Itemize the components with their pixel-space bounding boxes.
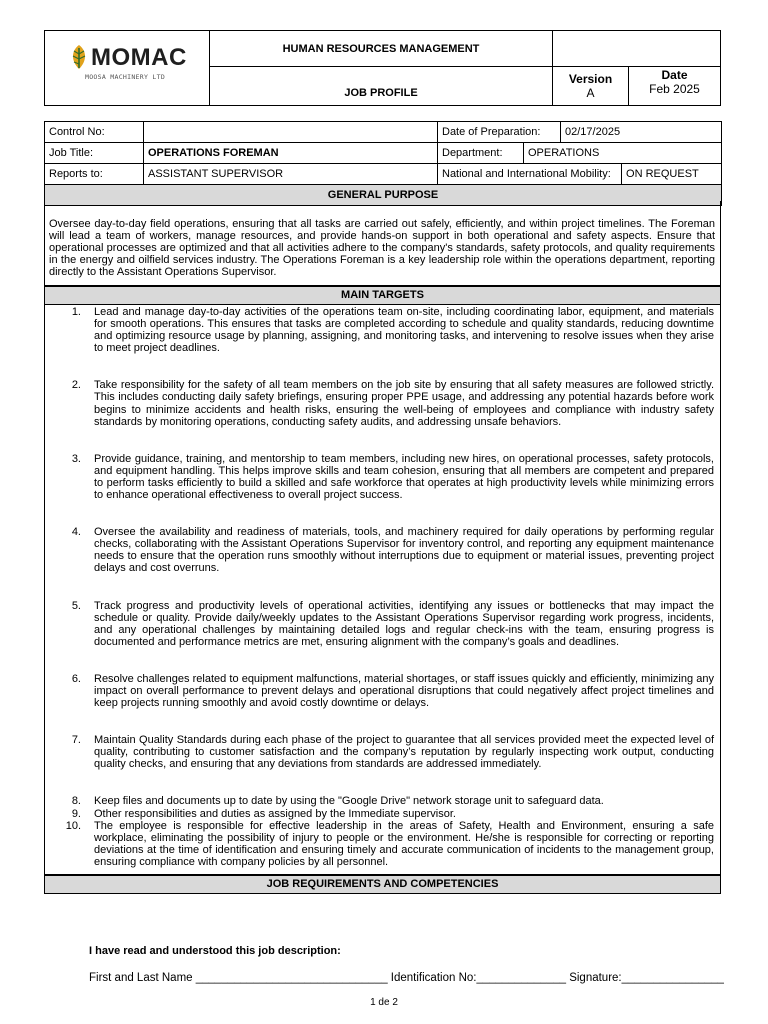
list-item-number: 4.	[71, 526, 81, 539]
list-item-text: Lead and manage day-to-day activities of the operations team on-site, including coordinating labor, equipment, and materials for smooth operations. This ensures that tasks are completed according to schedule and quality standards, reducing downtime and optimizing resource usage by planning, assigning, and monitoring tasks, and intervening to resolve issues when they arise to meet project deadlines.	[94, 306, 714, 355]
list-item	[45, 820, 720, 868]
job-info-table	[44, 121, 722, 206]
header-version	[553, 67, 629, 105]
department-value: OPERATIONS	[524, 143, 722, 164]
job-title-label: Job Title:	[45, 143, 144, 164]
list-item-text: Track progress and productivity levels of operational activities, identifying any issues or bottlenecks that may impact the schedule or quality. Provide daily/weekly updates to the Assistant Operations Supervisor regarding work progress, incidents, and any operational challenges by maintaining detailed logs and regular check-ins with the team, ensuring progress is documented and performance metrics are met, ensuring alignment with the company’s goals and deadlines.	[94, 599, 714, 648]
reports-to-label: Reports to:	[45, 164, 144, 185]
logo-cell	[45, 31, 210, 105]
signature-fields-line: First and Last Name ______________________________ Identification No:______________ Signature:________________	[89, 972, 724, 984]
logo-leaf-icon	[67, 43, 91, 71]
table-row	[45, 143, 722, 164]
logo-wordmark: MOMAC	[91, 44, 187, 71]
job-title-value: OPERATIONS FOREMAN	[144, 143, 438, 164]
header-title: HUMAN RESOURCES MANAGEMENT	[210, 31, 553, 67]
list-item	[45, 673, 720, 709]
section-main-targets: MAIN TARGETS	[44, 286, 721, 305]
list-item-number: 9.	[71, 807, 81, 820]
mobility-label: National and International Mobility:	[438, 164, 622, 185]
list-item-text: Provide guidance, training, and mentorship to team members, including new hires, on operational processes, safety protocols, and equipment handling. This helps improve skills and team cohesion, ensuring that all members are competent and prepared to perform tasks efficiently to build a skilled and safe workforce that operates at high productivity levels while minimizing errors to enhance operational effectiveness to overall project success.	[94, 452, 714, 502]
list-item-text: Maintain Quality Standards during each phase of the project to guarantee that all services provided meet the expected level of quality, contributing to customer satisfaction and the company’s reputation by regularly inspecting work output, conducting quality checks, and ensuring that any deviations from standards are addressed immediately.	[94, 734, 714, 771]
list-item-text: Take responsibility for the safety of all team members on the job site by ensuring that all safety measures are followed strictly. This includes conducting daily safety briefings, ensuring proper PPE usage, and addressing any potential hazards before work begins to minimize accidents and health risks, ensuring the well-being of employees and compliance with industry safety standards by monitoring operations, conducting safety audits, and addressing unsafe behaviors.	[94, 379, 714, 428]
version-value: A	[586, 86, 595, 100]
signature-statement: I have read and understood this job description:	[89, 945, 341, 957]
list-item-number: 5.	[71, 599, 81, 612]
list-item-text: Keep files and documents up to date by using the "Google Drive" network storage unit to safeguard data.	[94, 795, 604, 808]
list-item-number: 10.	[65, 819, 81, 832]
list-item-number: 2.	[71, 379, 81, 392]
list-item-number: 1.	[71, 306, 81, 318]
main-targets-list	[45, 306, 720, 868]
version-label: Version	[568, 72, 613, 86]
list-item	[45, 795, 720, 807]
list-item-text: Other responsibilities and duties as assigned by the Immediate supervisor.	[94, 807, 456, 820]
list-item	[45, 379, 720, 427]
header-empty-cell	[553, 31, 720, 67]
prep-date-value: 02/17/2025	[561, 122, 722, 143]
logo-subtext: MOOSA MACHINERY LTD	[85, 73, 166, 81]
list-item	[45, 453, 720, 501]
date-label: Date	[661, 68, 688, 82]
list-item-number: 6.	[71, 672, 81, 685]
list-item-text: Resolve challenges related to equipment malfunctions, material shortages, or staff issues quickly and efficiently, minimizing any impact on overall performance to prevent delays and operational disruptions that could negatively affect project timelines and keep projects running smoothly and avoid costly downtime or delays.	[94, 672, 714, 710]
section-general-purpose: GENERAL PURPOSE	[45, 185, 722, 206]
section-job-requirements: JOB REQUIREMENTS AND COMPETENCIES	[44, 875, 721, 894]
list-item	[45, 306, 720, 354]
reports-to-value: ASSISTANT SUPERVISOR	[144, 164, 438, 185]
list-item-text: The employee is responsible for effective leadership in the areas of Safety, Health and Environment, ensuring a safe workplace, eliminating the possibility of injury to people or the environment. He/she is responsible for correcting or reporting deviations at the time of identification and ensuring timely and accurate communication of incidents to the management group, ensuring compliance with company policies by all personnel.	[94, 819, 714, 868]
general-purpose-text: Oversee day-to-day field operations, ensuring that all tasks are carried out safely, efficiently, and within project timelines. The Foreman will lead a team of workers, manage resources, and provide hands-on support in both operational and safety aspects. Ensure that operational processes are optimized and that all activities adhere to the company's standards, safety protocols, and quality requirements in the energy and oilfield services industry. The Operations Foreman is a key leadership role within the operations department, reporting directly to the Assistant Operations Supervisor.	[44, 201, 721, 286]
main-targets-box	[44, 305, 721, 875]
table-row	[45, 164, 722, 185]
list-item	[45, 526, 720, 574]
control-label: Control No:	[45, 122, 144, 143]
department-label: Department:	[438, 143, 524, 164]
list-item-text: Oversee the availability and readiness of materials, tools, and machinery required for daily operations by performing regular checks, collaborating with the Assistant Operations Supervisor for inventory control, and reporting any equipment maintenance needs to ensure that the operation runs smoothly without interruptions due to equipment or material issues, preventing project delays and cost overruns.	[94, 526, 714, 575]
page-number: 1 de 2	[370, 997, 398, 1008]
list-item	[45, 808, 720, 820]
header-date	[629, 67, 720, 105]
header-doc-type: JOB PROFILE	[210, 67, 553, 105]
date-value: Feb 2025	[649, 82, 700, 96]
mobility-value: ON REQUEST	[622, 164, 722, 185]
table-row	[45, 122, 722, 143]
document-header	[44, 30, 721, 106]
list-item	[45, 734, 720, 770]
list-item-number: 8.	[71, 795, 81, 808]
list-item	[45, 600, 720, 648]
list-item-number: 7.	[71, 734, 81, 747]
control-value	[144, 122, 438, 143]
prep-date-label: Date of Preparation:	[438, 122, 561, 143]
list-item-number: 3.	[71, 452, 81, 465]
